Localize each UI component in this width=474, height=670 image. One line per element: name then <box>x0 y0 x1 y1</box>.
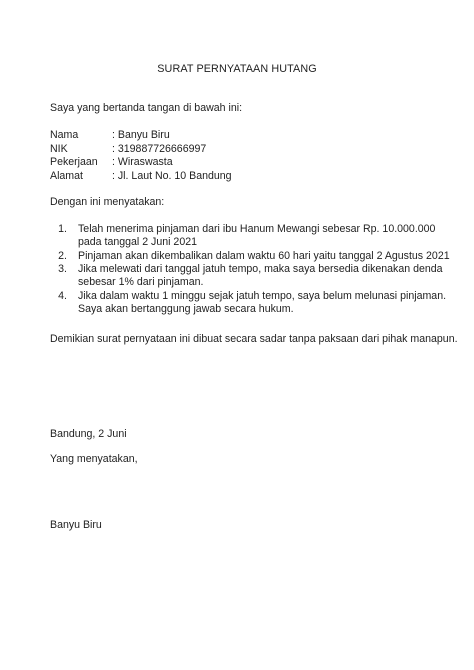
identity-value: : Wiraswasta <box>112 156 173 168</box>
identity-label: Alamat <box>50 169 83 182</box>
list-item <box>50 223 450 249</box>
closing-text: Demikian surat pernyataan ini dibuat secara sadar tanpa paksaan dari pihak manapun. <box>50 333 458 345</box>
statement-list <box>50 223 450 317</box>
list-item-line: Saya akan bertanggung jawab secara hukum. <box>78 302 294 315</box>
identity-value: : 319887726666997 <box>112 142 207 155</box>
list-item-text <box>78 250 450 263</box>
list-item-line: pada tanggal 2 Juni 2021 <box>78 235 197 248</box>
list-item-number: 3. <box>58 263 67 276</box>
list-item <box>50 250 450 263</box>
identity-table <box>50 129 232 183</box>
list-item-text <box>78 263 450 289</box>
list-item-number: 1. <box>58 223 67 235</box>
identity-row-name <box>50 129 232 143</box>
intro-text: Saya yang bertanda tangan di bawah ini: <box>50 102 243 114</box>
identity-label: NIK <box>50 142 68 155</box>
document-title: SURAT PERNYATAAN HUTANG <box>157 63 317 75</box>
signer-name: Banyu Biru <box>50 519 102 531</box>
place-date: Bandung, 2 Juni <box>50 428 127 440</box>
identity-row-address <box>50 170 232 184</box>
list-item-line: Jika melewati dari tanggal jatuh tempo, maka saya bersedia dikenakan denda <box>78 263 443 276</box>
identity-row-job <box>50 156 232 170</box>
list-item-line: Telah menerima pinjaman dari ibu Hanum Mewangi sebesar Rp. 10.000.000 <box>78 223 436 235</box>
list-item-number: 4. <box>58 289 67 302</box>
signoff-text: Yang menyatakan, <box>50 453 138 465</box>
list-item-line: Pinjaman akan dikembalikan dalam waktu 60 hari yaitu tanggal 2 Agustus 2021 <box>78 249 450 262</box>
identity-value: : Jl. Laut No. 10 Bandung <box>112 169 232 182</box>
list-item-text <box>78 223 450 249</box>
identity-row-nik <box>50 143 232 157</box>
identity-value: : Banyu Biru <box>112 129 170 141</box>
list-item-line: sebesar 1% dari pinjaman. <box>78 276 204 289</box>
list-item-text <box>78 290 450 316</box>
statement-intro: Dengan ini menyatakan: <box>50 196 165 208</box>
list-item-line: Jika dalam waktu 1 minggu sejak jatuh tempo, saya belum melunasi pinjaman. <box>78 289 447 302</box>
identity-label: Nama <box>50 129 79 141</box>
list-item-number: 2. <box>58 249 67 262</box>
identity-label: Pekerjaan <box>50 156 98 168</box>
list-item <box>50 263 450 289</box>
list-item <box>50 290 450 316</box>
